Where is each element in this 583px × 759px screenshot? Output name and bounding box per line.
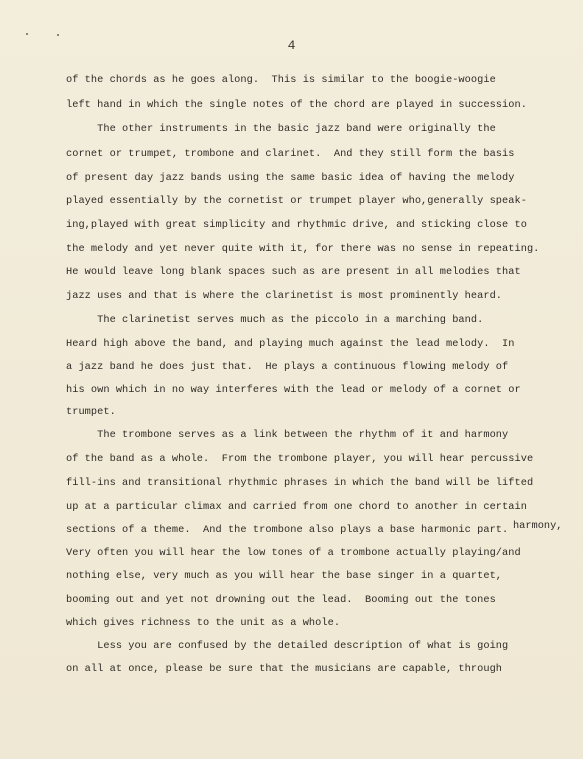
text-line: ing,played with great simplicity and rhythmic drive, and sticking close to	[66, 219, 527, 231]
paper-speck	[26, 33, 28, 35]
text-line: nothing else, very much as you will hear the base singer in a quartet,	[66, 570, 503, 582]
text-line: The trombone serves as a link between the rhythm of it and harmony	[66, 429, 509, 441]
text-line: played essentially by the cornetist or trumpet player who,generally speak-	[66, 195, 527, 207]
text-line: sections of a theme. And the trombone also plays a base harmonic part.	[66, 524, 509, 536]
text-line: He would leave long blank spaces such as are present in all melodies that	[66, 266, 521, 278]
text-line: which gives richness to the unit as a whole.	[66, 617, 341, 629]
text-line: The clarinetist serves much as the piccolo in a marching band.	[66, 314, 484, 326]
text-line: on all at once, please be sure that the musicians are capable, through	[66, 663, 503, 675]
text-line: trumpet.	[66, 406, 116, 418]
text-line: cornet or trumpet, trombone and clarinet. And they still form the basis	[66, 148, 515, 160]
text-line: left hand in which the single notes of the chord are played in succession.	[66, 99, 527, 111]
text-line: his own which in no way interferes with the lead or melody of a cornet or	[66, 384, 521, 396]
text-line: fill-ins and transitional rhythmic phrases in which the band will be lifted	[66, 477, 534, 489]
text-line: a jazz band he does just that. He plays a continuous flowing melody of	[66, 361, 509, 373]
text-line: Less you are confused by the detailed description of what is going	[66, 640, 509, 652]
handwritten-insertion: harmony,	[513, 520, 563, 532]
text-line: up at a particular climax and carried from one chord to another in certain	[66, 501, 527, 513]
text-line: of the band as a whole. From the trombone player, you will hear percussive	[66, 453, 534, 465]
paper-speck	[57, 34, 59, 36]
text-line: the melody and yet never quite with it, for there was no sense in repeating.	[66, 243, 540, 255]
text-line: jazz uses and that is where the clarinetist is most prominently heard.	[66, 290, 503, 302]
text-line: of the chords as he goes along. This is similar to the boogie-woogie	[66, 74, 496, 86]
text-line: of present day jazz bands using the same basic idea of having the melody	[66, 172, 515, 184]
text-line: booming out and yet not drowning out the lead. Booming out the tones	[66, 594, 496, 606]
text-line: Very often you will hear the low tones of a trombone actually playing/and	[66, 547, 521, 559]
text-line: Heard high above the band, and playing much against the lead melody. In	[66, 338, 515, 350]
page-number: 4	[287, 38, 296, 53]
text-line: The other instruments in the basic jazz band were originally the	[66, 123, 496, 135]
